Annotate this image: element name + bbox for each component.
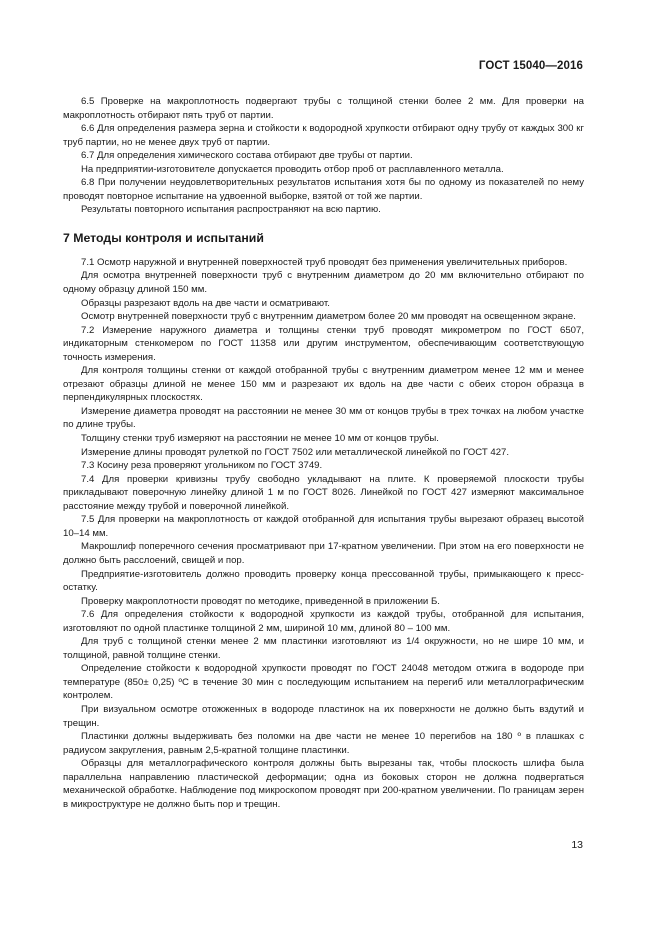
paragraph: 7.2 Измерение наружного диаметра и толщины стенки труб проводят микрометром по ГОСТ 6507, индикаторным стенкомером по ГОСТ 11358 или другим инструментом, обеспечивающим соответствующую точность измерения.	[63, 324, 584, 363]
paragraph: Проверку макроплотности проводят по методике, приведенной в приложении Б.	[81, 595, 440, 607]
paragraph: 7.3 Косину реза проверяют угольником по ГОСТ 3749.	[81, 460, 323, 472]
paragraph: Макрошлиф поперечного сечения просматривают при 17-кратном увеличении. При этом на его поверхности не должно быть расслоений, свищей и пор.	[63, 541, 584, 566]
paragraph: На предприятии-изготовителе допускается проводить отбор проб от расплавленного металла.	[81, 163, 504, 175]
paragraph: Для труб с толщиной стенки менее 2 мм пластинки изготовляют из 1/4 окружности, но не шире 10 мм, и толщиной, равной толщине стенки.	[63, 636, 584, 661]
paragraph: 6.5 Проверке на макроплотность подвергают трубы с толщиной стенки более 2 мм. Для проверки на макроплотность отбирают пять труб от партии.	[63, 96, 584, 121]
paragraph: Предприятие-изготовитель должно проводить проверку конца прессованной трубы, примыкающего к пресс-остатку.	[63, 568, 584, 594]
paragraph: Измерение длины проводят рулеткой по ГОСТ 7502 или металлической линейкой по ГОСТ 427.	[81, 446, 510, 458]
page-number: 13	[571, 839, 583, 851]
document-body	[63, 95, 584, 811]
paragraph: 7.5 Для проверки на макроплотность от каждой отобранной для испытания трубы вырезают образец высотой 10–14 мм.	[63, 514, 584, 539]
paragraph: Толщину стенки труб измеряют на расстоянии не менее 10 мм от концов трубы.	[81, 433, 439, 445]
paragraph: 6.7 Для определения химического состава отбирают две трубы от партии.	[81, 150, 413, 162]
section-heading: 7 Методы контроля и испытаний	[63, 230, 264, 245]
paragraph: Образцы разрезают вдоль на две части и осматривают.	[81, 297, 330, 309]
paragraph: 7.6 Для определения стойкости к водородной хрупкости из каждой трубы, отобранной для испытания, изготовляют по одной пластинке толщиной 2 мм, шириной 10 мм, длиной 80 – 100 мм.	[63, 609, 584, 634]
paragraph: Для осмотра внутренней поверхности труб с внутренним диаметром до 20 мм включительно отбирают по одному образцу длиной 150 мм.	[63, 270, 584, 296]
paragraph: Пластинки должны выдерживать без поломки на две части не менее 10 перегибов на 180 º в плашках с радиусом закругления, равным 2,5-кратной толщине пластинки.	[63, 731, 584, 756]
paragraph: Результаты повторного испытания распространяют на всю партию.	[81, 204, 381, 216]
paragraph: 6.6 Для определения размера зерна и стойкости к водородной хрупкости отбирают одну трубу от каждых 300 кг труб партии, но не менее двух труб от партии.	[63, 123, 584, 148]
paragraph: Образцы для металлографического контроля должны быть вырезаны так, чтобы плоскость шлифа была параллельна направлению пластической деформации; одна из боковых сторон не должна подвергаться механической обработке. Наблюдение под микроскопом проводят при 200-кратном увеличении. По границам зерен в микроструктуре не должно быть пор и трещин.	[63, 758, 584, 810]
paragraph: При визуальном осмотре отожженных в водороде пластинок на их поверхности не должно быть вздутий и трещин.	[63, 703, 584, 729]
paragraph: Определение стойкости к водородной хрупкости проводят по ГОСТ 24048 методом отжига в водороде при температуре (850± 0,25) ºС в течение 30 мин с последующим испытанием на перегиб или металлографическим контролем.	[63, 663, 584, 702]
paragraph: 6.8 При получении неудовлетворительных результатов испытания хотя бы по одному из показателей по нему проводят повторное испытание на удвоенной выборке, взятой от той же партии.	[63, 177, 584, 202]
paragraph: 7.1 Осмотр наружной и внутренней поверхностей труб проводят без применения увеличительных приборов.	[81, 256, 568, 268]
paragraph: 7.4 Для проверки кривизны трубу свободно укладывают на плите. К проверяемой плоскости трубы прикладывают поверочную линейку длиной 1 м по ГОСТ 8026. Линейкой по ГОСТ 427 измеряют максимальное расстояние между трубой и поверочной линейкой.	[63, 473, 584, 512]
document-id-header: ГОСТ 15040—2016	[478, 60, 583, 72]
paragraph: Для контроля толщины стенки от каждой отобранной трубы с внутренним диаметром менее 12 мм и менее отрезают образцы длиной не менее 150 мм и разрезают их вдоль на две части с обеих сторон образца в перпендикулярных плоскостях.	[63, 365, 584, 404]
paragraph: Измерение диаметра проводят на расстоянии не менее 30 мм от концов трубы в трех точках на любом участке по длине трубы.	[63, 405, 584, 431]
paragraph: Осмотр внутренней поверхности труб с внутренним диаметром более 20 мм проводят на освещенном экране.	[81, 311, 576, 323]
